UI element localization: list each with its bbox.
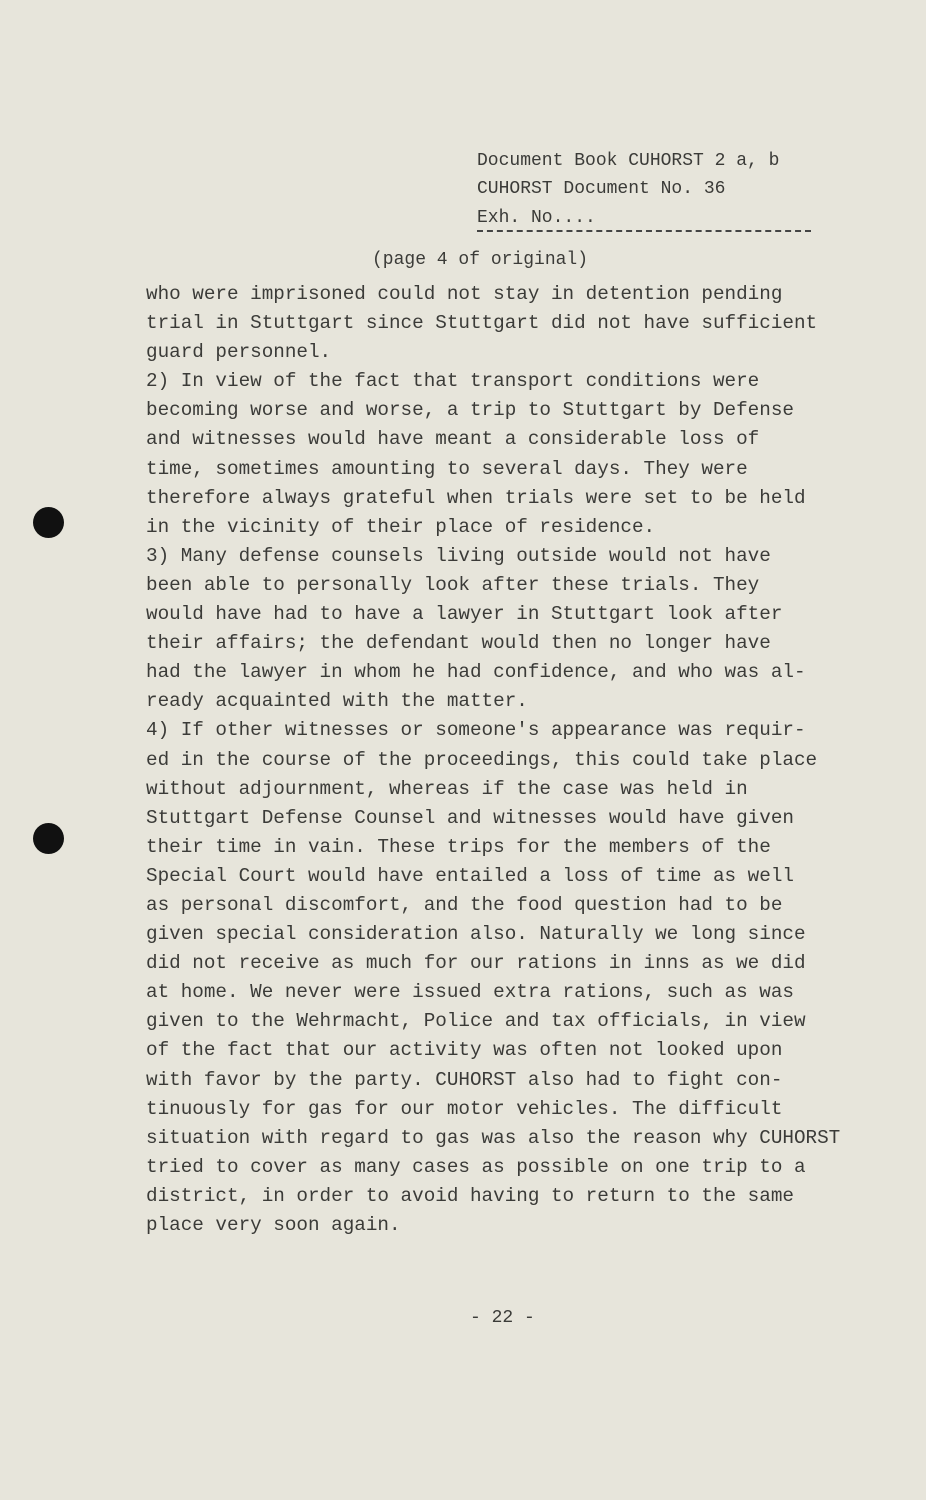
text-line: time, sometimes amounting to several days. They were xyxy=(146,457,748,480)
text-line: tried to cover as many cases as possible on one trip to a xyxy=(146,1155,806,1178)
text-line: with favor by the party. CUHORST also had to fight con- xyxy=(146,1068,783,1091)
text-line: their affairs; the defendant would then no longer have xyxy=(146,632,771,655)
text-line: given to the Wehrmacht, Police and tax officials, in view xyxy=(146,1010,806,1033)
text-line: without adjournment, whereas if the case was held in xyxy=(146,777,748,800)
text-line: district, in order to avoid having to return to the same xyxy=(146,1184,794,1207)
text-line: at home. We never were issued extra rations, such as was xyxy=(146,981,794,1004)
original-page-note: (page 4 of original) xyxy=(372,250,589,270)
text-line: situation with regard to gas was also the reason why CUHORST xyxy=(146,1126,841,1149)
text-line: guard personnel. xyxy=(146,341,332,364)
text-line: would have had to have a lawyer in Stuttgart look after xyxy=(146,603,783,626)
text-line: who were imprisoned could not stay in detention pending xyxy=(146,283,783,305)
document-body xyxy=(146,280,840,1240)
punch-hole xyxy=(33,823,64,854)
text-line: 4) If other witnesses or someone's appearance was requir- xyxy=(146,719,806,742)
text-line: ready acquainted with the matter. xyxy=(146,690,528,713)
text-line: Stuttgart Defense Counsel and witnesses would have given xyxy=(146,806,794,829)
text-line: as personal discomfort, and the food question had to be xyxy=(146,893,783,916)
text-line: of the fact that our activity was often not looked upon xyxy=(146,1039,783,1062)
document-number: CUHORST Document No. 36 xyxy=(477,179,726,199)
text-line: in the vicinity of their place of residence. xyxy=(146,515,656,538)
text-line: place very soon again. xyxy=(146,1214,401,1236)
text-line: 2) In view of the fact that transport conditions were xyxy=(146,370,760,393)
text-line: tinuously for gas for our motor vehicles. The difficult xyxy=(146,1097,783,1120)
text-line: 3) Many defense counsels living outside would not have xyxy=(146,544,771,567)
punch-hole xyxy=(33,507,64,538)
text-line: had the lawyer in whom he had confidence, and who was al- xyxy=(146,661,806,684)
page-number: - 22 - xyxy=(470,1308,535,1328)
exhibit-number: Exh. No.... xyxy=(477,208,811,232)
text-line: did not receive as much for our rations in inns as we did xyxy=(146,952,806,975)
text-line: becoming worse and worse, a trip to Stuttgart by Defense xyxy=(146,399,794,422)
text-line: and witnesses would have meant a considerable loss of xyxy=(146,428,760,451)
document-book-ref: Document Book CUHORST 2 a, b xyxy=(477,151,780,171)
text-line: therefore always grateful when trials were set to be held xyxy=(146,486,806,509)
text-line: been able to personally look after these trials. They xyxy=(146,573,760,596)
text-line: their time in vain. These trips for the members of the xyxy=(146,835,771,858)
text-line: trial in Stuttgart since Stuttgart did not have sufficient xyxy=(146,312,818,335)
text-line: Special Court would have entailed a loss of time as well xyxy=(146,864,794,887)
text-line: given special consideration also. Naturally we long since xyxy=(146,923,806,946)
text-line: ed in the course of the proceedings, this could take place xyxy=(146,748,818,771)
